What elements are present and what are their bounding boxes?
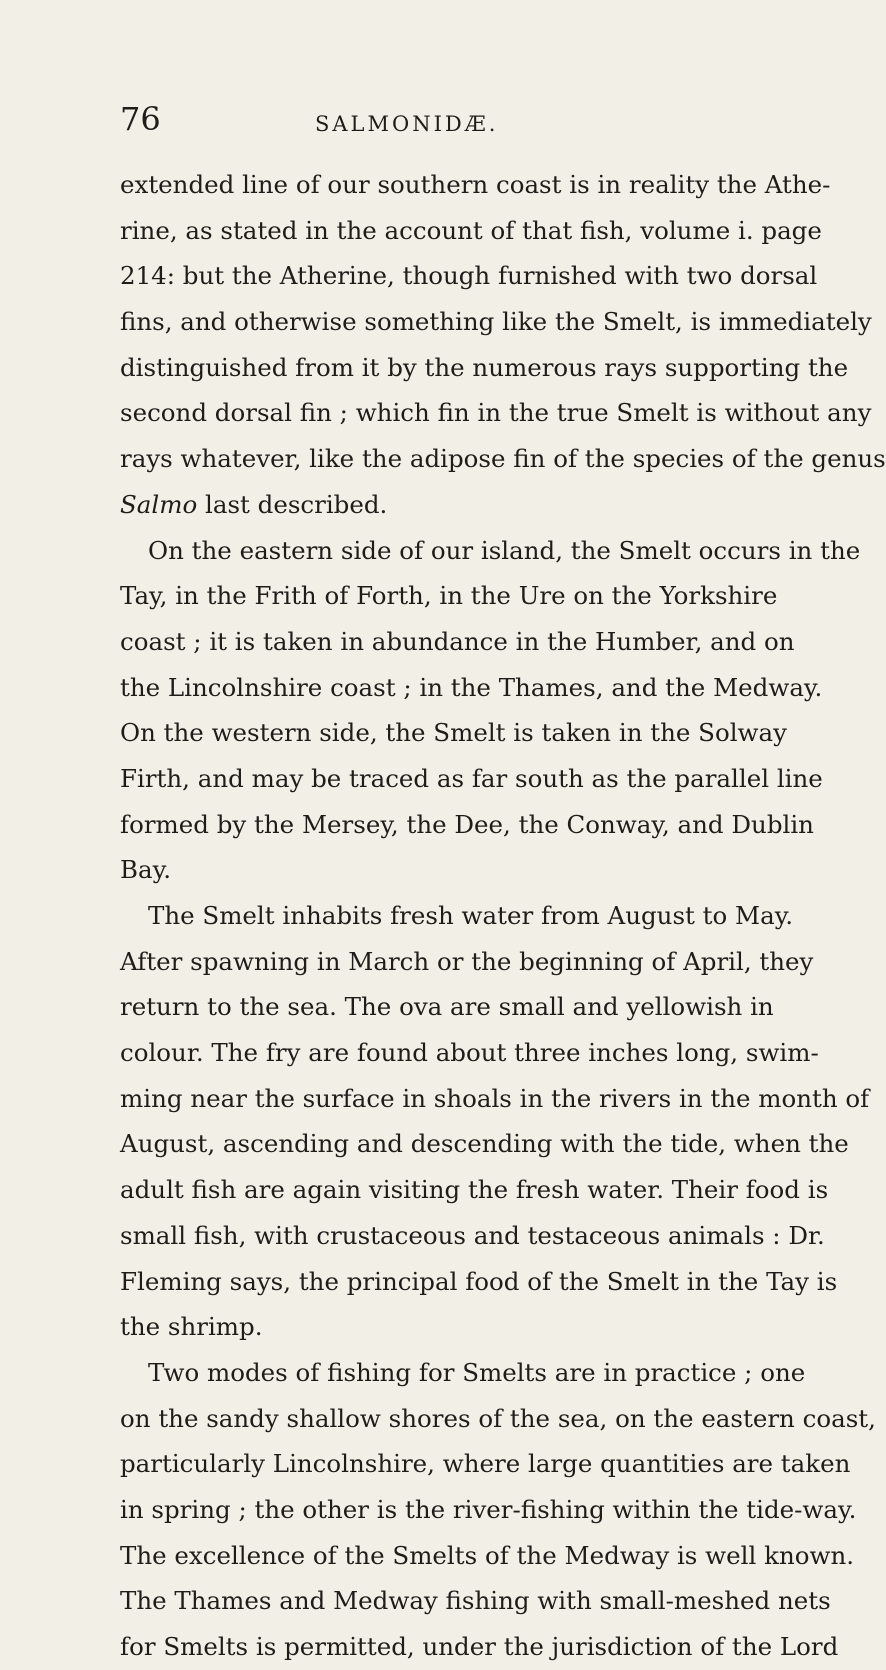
text-line — [120, 1304, 720, 1350]
text-line-content: colour. The fry are found about three inches long, swim- — [120, 1038, 819, 1068]
text-line — [120, 1533, 855, 1579]
text-line — [120, 893, 794, 939]
text-line — [120, 482, 720, 528]
text-line — [120, 1030, 819, 1076]
text-line-content: fins, and otherwise something like the Smelt, is immediately — [120, 307, 872, 337]
text-line — [120, 710, 787, 756]
text-line-content: for Smelts is permitted, under the jurisdiction of the Lord — [120, 1632, 839, 1661]
text-line — [120, 1167, 829, 1213]
text-line — [120, 573, 778, 619]
page-number: 76 — [120, 100, 161, 138]
text-line — [120, 345, 849, 391]
text-line — [120, 299, 872, 345]
text-line-content: On the eastern side of our island, the Smelt occurs in the — [148, 535, 861, 565]
text-line — [120, 436, 886, 482]
italic-genus-name: Salmo — [120, 489, 198, 519]
text-line-content: particularly Lincolnshire, where large quantities are taken — [120, 1449, 851, 1479]
text-line — [120, 390, 872, 436]
text-line-content: The Thames and Medway fishing with small-meshed nets — [120, 1586, 831, 1616]
text-line-content: August, ascending and descending with the tide, when the — [120, 1129, 849, 1159]
text-line-content: the Lincolnshire coast ; in the Thames, and the Medway. — [120, 672, 823, 702]
text-line-content: extended line of our southern coast is in reality the Athe- — [120, 170, 831, 199]
text-line — [120, 619, 795, 665]
text-line-content: Fleming says, the principal food of the Smelt in the Tay is — [120, 1266, 838, 1296]
text-line-content: On the western side, the Smelt is taken in the Solway — [120, 718, 787, 748]
text-line-content: Bay. — [120, 855, 171, 885]
text-line-content: Two modes of fishing for Smelts are in practice ; one — [148, 1357, 806, 1387]
text-line-content: return to the sea. The ova are small and yellowish in — [120, 992, 774, 1022]
text-line-content: distinguished from it by the numerous rays supporting the — [120, 352, 849, 382]
text-line — [120, 802, 814, 848]
text-line — [120, 1121, 849, 1167]
text-line-content: last described. — [197, 489, 388, 519]
text-line — [120, 1350, 806, 1396]
text-line-content: Tay, in the Frith of Forth, in the Ure on the Yorkshire — [120, 581, 778, 611]
text-line — [120, 1396, 876, 1442]
text-line — [120, 665, 823, 711]
text-line — [120, 1213, 825, 1259]
running-title: SALMONIDÆ. — [315, 112, 499, 136]
text-line-content: rays whatever, like the adipose fin of the species of the genus — [120, 444, 886, 474]
text-line — [120, 756, 823, 802]
text-line — [120, 984, 774, 1030]
text-line — [120, 1441, 851, 1487]
text-line — [120, 528, 861, 574]
text-line-content: The Smelt inhabits fresh water from August to May. — [148, 901, 794, 930]
page-header — [120, 102, 720, 142]
text-line — [120, 1578, 831, 1624]
text-line — [120, 1624, 839, 1670]
text-line-content: ming near the surface in shoals in the rivers in the month of — [120, 1083, 870, 1113]
text-line-content: in spring ; the other is the river-fishing within the tide-way. — [120, 1494, 857, 1524]
text-line-content: Firth, and may be traced as far south as the parallel line — [120, 763, 823, 793]
text-line — [120, 939, 814, 985]
text-line-content: 214: but the Atherine, though furnished with two dorsal — [120, 261, 818, 291]
body-text — [120, 162, 886, 1670]
text-line-content: formed by the Mersey, the Dee, the Conway, and Dublin — [120, 809, 814, 839]
text-line — [120, 1487, 857, 1533]
text-line-content: After spawning in March or the beginning of April, they — [120, 946, 814, 976]
text-line-content: on the sandy shallow shores of the sea, on the eastern coast, — [120, 1403, 876, 1433]
text-line — [120, 253, 818, 299]
text-line-content: small fish, with crustaceous and testaceous animals : Dr. — [120, 1220, 825, 1250]
text-line-content: adult fish are again visiting the fresh water. Their food is — [120, 1175, 829, 1205]
text-line — [120, 1076, 870, 1122]
text-line-content: The excellence of the Smelts of the Medway is well known. — [120, 1540, 855, 1570]
text-line-content: coast ; it is taken in abundance in the Humber, and on — [120, 626, 795, 656]
text-line-content: the shrimp. — [120, 1312, 263, 1342]
text-line-content: second dorsal fin ; which fin in the true Smelt is without any — [120, 398, 872, 428]
text-line — [120, 162, 831, 208]
text-line — [120, 847, 720, 893]
text-line — [120, 1259, 838, 1305]
text-line — [120, 208, 822, 254]
text-line-content: rine, as stated in the account of that fish, volume i. page — [120, 215, 822, 245]
